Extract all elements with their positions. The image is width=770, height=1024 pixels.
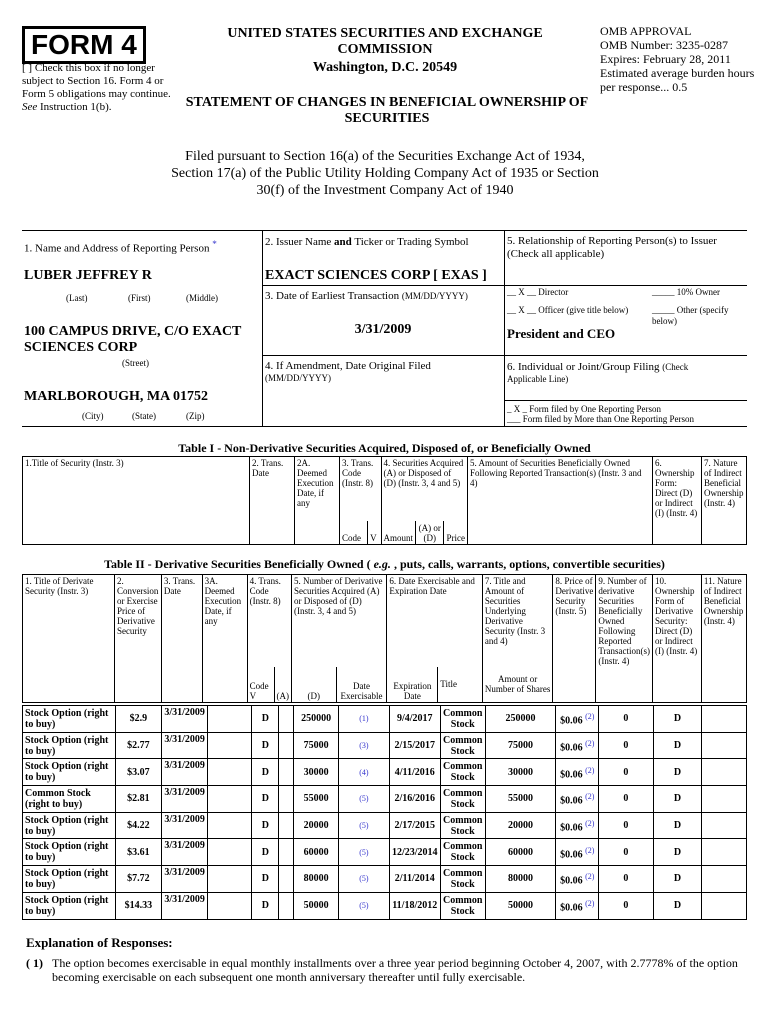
t2-title: Title: [438, 667, 483, 703]
footnote-ref: (2): [585, 898, 595, 908]
cell-empty: [279, 839, 294, 866]
cell-dprice: [556, 839, 599, 866]
cell-empty: [279, 812, 294, 839]
cell-empty: [702, 732, 747, 759]
see-text: See: [22, 101, 38, 113]
t2-c6: 6. Date Exercisable and Expiration Date: [387, 575, 482, 667]
cell-empty: [207, 759, 252, 786]
derivative-price: $0.06: [560, 715, 583, 727]
footnote-ref: (2): [585, 845, 595, 855]
cell-owned: 0: [599, 866, 654, 893]
t1-c2: 2. Trans. Date: [250, 457, 295, 545]
relationship-sub: (Check all applicable): [507, 248, 605, 260]
t2-d: (D): [292, 667, 336, 703]
cell-owned: 0: [599, 786, 654, 813]
table-row: [23, 866, 747, 893]
t2-c8: 8. Price of Derivative Security (Instr. 5): [553, 575, 596, 703]
cell-num: 80000: [294, 866, 339, 893]
cell-exp: 2/15/2017: [389, 732, 440, 759]
table-row: [23, 786, 747, 813]
omb-number: OMB Number: 3235-0287: [600, 38, 728, 52]
t1-c4: 4. Securities Acquired (A) or Disposed of (D) (Instr. 3, 4 and 5): [381, 457, 467, 521]
table2-rows: [22, 705, 747, 920]
joint-more: ___ Form filed by More than One Reporting Person: [507, 414, 694, 424]
cell-owned: 0: [599, 812, 654, 839]
cell-fn: (5): [339, 839, 390, 866]
derivative-price: $0.06: [560, 822, 583, 834]
agency-location: Washington, D.C. 20549: [312, 60, 458, 75]
cell-num: 50000: [294, 892, 339, 919]
cell-security: Stock Option (right to buy): [23, 866, 116, 893]
relationship-label: 5. Relationship of Reporting Person(s) to Issuer: [507, 235, 717, 247]
cell-date: 3/31/2009: [162, 786, 208, 813]
t2-c3: 3. Trans. Date: [161, 575, 202, 703]
cell-security: Stock Option (right to buy): [23, 839, 116, 866]
cell-shares: 55000: [485, 786, 556, 813]
cell-exp: 2/17/2015: [389, 812, 440, 839]
omb-approval: [600, 24, 770, 94]
issuer-label: 2. Issuer Name and Ticker or Trading Symbol: [265, 236, 469, 248]
cell-code: D: [252, 706, 279, 733]
city-label: (City): [82, 411, 104, 421]
zip-label: (Zip): [186, 411, 205, 421]
table1: [22, 456, 747, 545]
table-row: [23, 839, 747, 866]
amend-fmt: (MM/DD/YYYY): [265, 373, 331, 383]
cell-form: D: [653, 786, 702, 813]
table-row: [23, 759, 747, 786]
cell-owned: 0: [599, 892, 654, 919]
checkbox-text: [ ] Check this box if no longer subject to Section 16. Form 4 or Form 5 obligations may continue.: [22, 62, 171, 100]
cell-shares: 30000: [485, 759, 556, 786]
cell-num: 55000: [294, 786, 339, 813]
cell-empty: [702, 706, 747, 733]
earliest-date: 3/31/2009: [354, 322, 412, 337]
table-row: [23, 732, 747, 759]
cell-form: D: [653, 839, 702, 866]
derivative-price: $0.06: [560, 875, 583, 887]
cell-security: Stock Option (right to buy): [23, 732, 116, 759]
statement-title: STATEMENT OF CHANGES IN BENEFICIAL OWNERSHIP OF SECURITIES: [185, 95, 589, 126]
cell-owned: 0: [599, 706, 654, 733]
table-row: [23, 706, 747, 733]
first-label: (First): [128, 293, 151, 303]
cell-empty: [207, 706, 252, 733]
cell-price: $2.9: [115, 706, 162, 733]
t1-amount: Amount: [381, 521, 416, 545]
t2-c10: 10. Ownership Form of Derivative Security: Direct (D) or Indirect (I) (Instr. 4): [653, 575, 702, 703]
filed-pursuant: Filed pursuant to Section 16(a) of the Securities Exchange Act of 1934, Section 17(a) of the Public Utility Holding Company Act of 1935 or Section 30(f) of the Investment Company Act of 1940: [171, 149, 599, 198]
footnote-1-text: The option becomes exercisable in equal monthly installments over a three year period beginning October 4, 2007, with 2.7778% of the option becoming exercisable on each subsequent one month anniversary thereafter until fully exercisable.: [52, 956, 738, 984]
footnote-1-label: ( 1): [26, 956, 43, 970]
cell-title: Common Stock: [440, 706, 485, 733]
cell-code: D: [252, 866, 279, 893]
footnote-ref: (2): [585, 765, 595, 775]
cell-security: Stock Option (right to buy): [23, 812, 116, 839]
cell-form: D: [653, 812, 702, 839]
cell-title: Common Stock: [440, 759, 485, 786]
reporter-street: 100 CAMPUS DRIVE, C/O EXACT SCIENCES CORP: [24, 324, 242, 355]
omb-expires: Expires: February 28, 2011: [600, 52, 731, 66]
table1-title: Table I - Non-Derivative Securities Acquired, Disposed of, or Beneficially Owned: [178, 441, 591, 455]
cell-title: Common Stock: [440, 786, 485, 813]
cell-empty: [702, 759, 747, 786]
t2-c3a: 3A. Deemed Execution Date, if any: [202, 575, 247, 703]
cell-code: D: [252, 892, 279, 919]
t2-c5: 5. Number of Derivative Securities Acquired (A) or Disposed of (D) (Instr. 3, 4 and 5): [292, 575, 387, 667]
derivative-price: $0.06: [560, 742, 583, 754]
cell-code: D: [252, 786, 279, 813]
cell-empty: [207, 892, 252, 919]
cell-empty: [279, 732, 294, 759]
explanation-heading: Explanation of Responses:: [26, 935, 173, 950]
t2-exp-date: Expiration Date: [387, 667, 438, 703]
cell-form: D: [653, 759, 702, 786]
t1-c7: 7. Nature of Indirect Beneficial Ownership (Instr. 4): [702, 457, 747, 545]
table2-title: Table II - Derivative Securities Beneficially Owned ( e.g. , puts, calls, warrants, options, convertible securities): [104, 557, 665, 571]
cell-form: D: [653, 866, 702, 893]
cell-empty: [279, 786, 294, 813]
t1-c6: 6. Ownership Form: Direct (D) or Indirect (I) (Instr. 4): [653, 457, 702, 545]
footnote-ref: (2): [585, 712, 595, 722]
cell-price: $4.22: [115, 812, 162, 839]
t2-amount-shares: Amount or Number of Shares: [482, 667, 553, 703]
t2-c11: 11. Nature of Indirect Beneficial Ownership (Instr. 4): [701, 575, 746, 703]
cell-title: Common Stock: [440, 812, 485, 839]
cell-date: 3/31/2009: [162, 812, 208, 839]
cell-security: Common Stock (right to buy): [23, 786, 116, 813]
table-row: [23, 892, 747, 919]
cell-fn: (5): [339, 786, 390, 813]
t2-c1: 1. Title of Derivate Security (Instr. 3): [23, 575, 115, 703]
derivative-price: $0.06: [560, 848, 583, 860]
table-row: [23, 812, 747, 839]
issuer-name: EXACT SCIENCES CORP [ EXAS ]: [265, 268, 487, 283]
t1-c1: 1.Title of Security (Instr. 3): [23, 457, 250, 545]
cell-form: D: [653, 892, 702, 919]
cell-form: D: [653, 732, 702, 759]
cell-shares: 80000: [485, 866, 556, 893]
cell-empty: [702, 839, 747, 866]
cell-price: $2.77: [115, 732, 162, 759]
officer-title: President and CEO: [507, 326, 616, 341]
t1-aord: (A) or (D): [416, 521, 444, 545]
footnote-ref: (2): [585, 738, 595, 748]
cell-dprice: [556, 812, 599, 839]
cell-date: 3/31/2009: [162, 839, 208, 866]
cell-price: $3.61: [115, 839, 162, 866]
cell-dprice: [556, 892, 599, 919]
rel-director: __ X __ Director: [507, 287, 569, 297]
cell-empty: [279, 892, 294, 919]
cell-owned: 0: [599, 759, 654, 786]
earliest-date-label: 3. Date of Earliest Transaction (MM/DD/YYYY): [265, 290, 468, 302]
derivative-price: $0.06: [560, 768, 583, 780]
cell-date: 3/31/2009: [162, 892, 208, 919]
cell-code: D: [252, 759, 279, 786]
cell-empty: [207, 786, 252, 813]
table2-header: [22, 574, 747, 703]
cell-exp: 2/16/2016: [389, 786, 440, 813]
t1-c2a: 2A. Deemed Execution Date, if any: [295, 457, 340, 545]
amend-label: 4. If Amendment, Date Original Filed: [265, 360, 431, 372]
cell-date: 3/31/2009: [162, 759, 208, 786]
cell-exp: 12/23/2014: [389, 839, 440, 866]
cell-shares: 250000: [485, 706, 556, 733]
cell-owned: 0: [599, 839, 654, 866]
footnote-ref: (2): [585, 818, 595, 828]
cell-title: Common Stock: [440, 892, 485, 919]
cell-dprice: [556, 706, 599, 733]
cell-fn: (3): [339, 732, 390, 759]
agency-name: UNITED STATES SECURITIES AND EXCHANGE COMMISSION: [227, 26, 543, 57]
cell-exp: 9/4/2017: [389, 706, 440, 733]
reporter-city: MARLBOROUGH, MA 01752: [24, 389, 208, 404]
street-label: (Street): [122, 358, 149, 368]
t2-c7: 7. Title and Amount of Securities Underlying Derivative Security (Instr. 3 and 4): [482, 575, 553, 667]
cell-exp: 4/11/2016: [389, 759, 440, 786]
cell-date: 3/31/2009: [162, 866, 208, 893]
joint-one: _ X _ Form filed by One Reporting Person: [507, 404, 661, 414]
derivative-price: $0.06: [560, 795, 583, 807]
cell-shares: 50000: [485, 892, 556, 919]
t2-date-ex: Date Exercisable: [336, 667, 387, 703]
checkbox-note: [22, 62, 172, 114]
cell-empty: [207, 839, 252, 866]
cell-title: Common Stock: [440, 839, 485, 866]
cell-empty: [702, 892, 747, 919]
cell-exp: 11/18/2012: [389, 892, 440, 919]
cell-empty: [207, 812, 252, 839]
cell-fn: (5): [339, 866, 390, 893]
cell-security: Stock Option (right to buy): [23, 706, 116, 733]
cell-fn: (4): [339, 759, 390, 786]
cell-num: 20000: [294, 812, 339, 839]
reporter-name: LUBER JEFFREY R: [24, 268, 152, 283]
cell-fn: (5): [339, 812, 390, 839]
cell-security: Stock Option (right to buy): [23, 892, 116, 919]
t1-price: Price: [444, 521, 468, 545]
footnote-ref: (2): [585, 792, 595, 802]
cell-empty: [702, 866, 747, 893]
derivative-price: $0.06: [560, 902, 583, 914]
rel-owner: _____ 10% Owner: [652, 287, 720, 297]
cell-price: $14.33: [115, 892, 162, 919]
cell-shares: 75000: [485, 732, 556, 759]
t2-c2: 2. Conversion or Exercise Price of Derivative Security: [114, 575, 161, 703]
cell-empty: [702, 812, 747, 839]
cell-title: Common Stock: [440, 866, 485, 893]
cell-shares: 60000: [485, 839, 556, 866]
cell-price: $7.72: [115, 866, 162, 893]
t1-v: V: [368, 521, 381, 545]
omb-title: OMB APPROVAL: [600, 24, 692, 38]
footnote-ref: (2): [585, 872, 595, 882]
t2-a: (A): [274, 667, 292, 703]
cell-num: 250000: [294, 706, 339, 733]
name-label: 1. Name and Address of Reporting Person *: [24, 239, 217, 255]
t2-c9: 9. Number of derivative Securities Beneficially Owned Following Reported Transaction(s) (Instr. 4): [596, 575, 653, 703]
cell-num: 75000: [294, 732, 339, 759]
cell-fn: (5): [339, 892, 390, 919]
cell-empty: [279, 759, 294, 786]
cell-num: 60000: [294, 839, 339, 866]
cell-fn: (1): [339, 706, 390, 733]
cell-title: Common Stock: [440, 732, 485, 759]
cell-date: 3/31/2009: [162, 706, 208, 733]
cell-empty: [279, 866, 294, 893]
cell-exp: 2/11/2014: [389, 866, 440, 893]
cell-empty: [702, 786, 747, 813]
form-title: FORM 4: [22, 26, 146, 64]
cell-price: $3.07: [115, 759, 162, 786]
t2-code: Code V: [247, 667, 274, 703]
cell-security: Stock Option (right to buy): [23, 759, 116, 786]
cell-dprice: [556, 759, 599, 786]
t1-c3: 3. Trans. Code (Instr. 8): [340, 457, 382, 521]
cell-price: $2.81: [115, 786, 162, 813]
cell-code: D: [252, 839, 279, 866]
cell-dprice: [556, 866, 599, 893]
cell-date: 3/31/2009: [162, 732, 208, 759]
cell-code: D: [252, 812, 279, 839]
omb-burden: Estimated average burden hours per response... 0.5: [600, 66, 755, 94]
state-label: (State): [132, 411, 156, 421]
cell-num: 30000: [294, 759, 339, 786]
last-label: (Last): [66, 293, 88, 303]
cell-code: D: [252, 732, 279, 759]
cell-dprice: [556, 786, 599, 813]
joint-label: 6. Individual or Joint/Group Filing (Check: [507, 361, 689, 373]
rel-other: _____ Other (specify below): [652, 305, 729, 326]
cell-empty: [279, 706, 294, 733]
t2-c4: 4. Trans. Code (Instr. 8): [247, 575, 291, 667]
instruction-text: Instruction 1(b).: [40, 101, 112, 113]
t1-c5: 5. Amount of Securities Beneficially Owned Following Reported Transaction(s) (Instr. 3 and 4): [468, 457, 653, 545]
middle-label: (Middle): [186, 293, 218, 303]
cell-empty: [207, 732, 252, 759]
cell-shares: 20000: [485, 812, 556, 839]
cell-dprice: [556, 732, 599, 759]
t1-code: Code: [340, 521, 368, 545]
cell-owned: 0: [599, 732, 654, 759]
cell-form: D: [653, 706, 702, 733]
joint-sub: Applicable Line): [507, 374, 569, 384]
rel-officer: __ X __ Officer (give title below): [507, 305, 629, 315]
cell-empty: [207, 866, 252, 893]
